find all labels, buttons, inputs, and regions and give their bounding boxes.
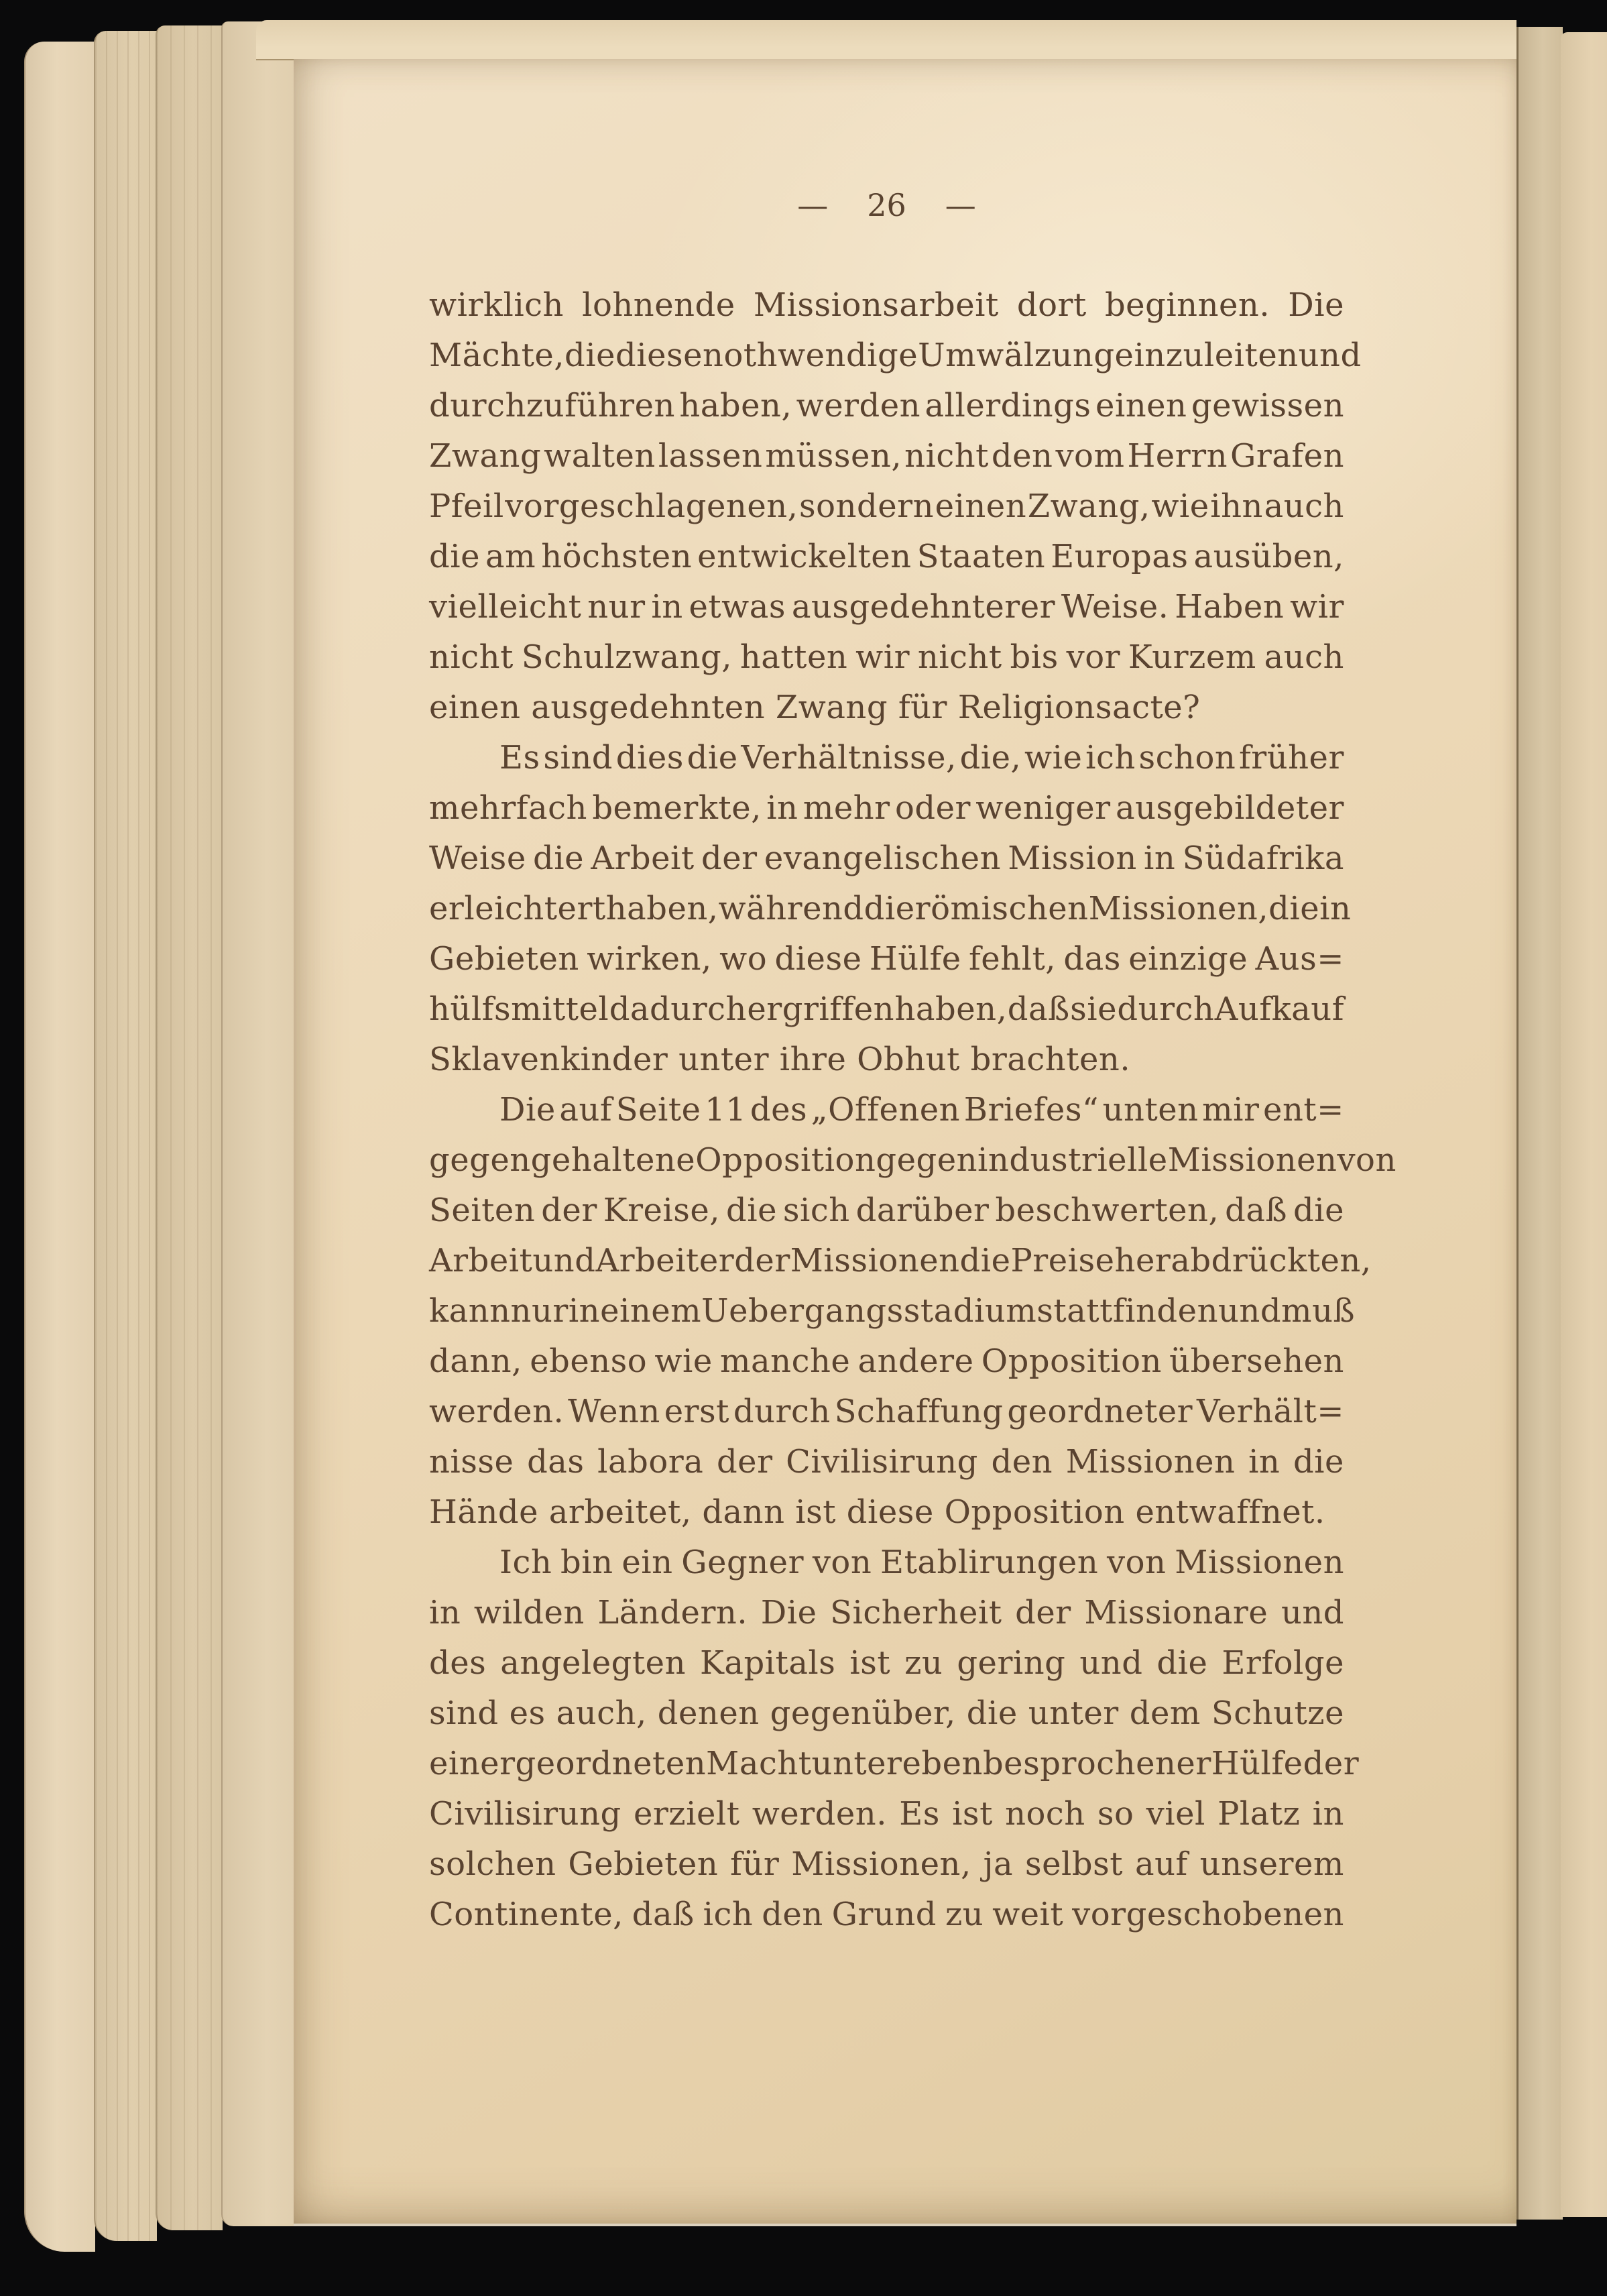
text-line: einen ausgedehnten Zwang für Religionsacte? <box>429 689 1201 726</box>
text-line: nicht Schulzwang, hatten wir nicht bis vor Kurzem auch <box>429 638 1344 676</box>
paragraph <box>429 1085 1396 1538</box>
page-number: 26 <box>867 187 906 223</box>
header-dash-left: — <box>797 187 829 223</box>
text-line: in wilden Ländern. Die Sicherheit der Missionare und <box>429 1594 1344 1631</box>
paragraph <box>429 733 1352 1085</box>
text-block <box>429 280 1396 1940</box>
text-line: erleichtert haben, während die römischen Missionen, die in <box>429 890 1352 927</box>
text-line: die am höchsten entwickelten Staaten Europas ausüben, <box>429 538 1344 575</box>
text-line: gegengehaltene Opposition gegen industrielle Missionen von <box>429 1141 1396 1179</box>
text-line: sind es auch, denen gegenüber, die unter dem Schutze <box>429 1695 1344 1732</box>
text-line: einer geordneten Macht unter eben besprochener Hülfe der <box>429 1745 1360 1782</box>
paragraph <box>429 280 1362 733</box>
binding-gutter <box>1516 27 1563 2220</box>
text-line: wirklich lohnende Missionsarbeit dort beginnen. Die <box>429 286 1344 324</box>
text-line: durchzuführen haben, werden allerdings einen gewissen <box>429 387 1344 424</box>
text-line: Gebieten wirken, wo diese Hülfe fehlt, das einzige Aus= <box>429 940 1344 978</box>
text-line: des angelegten Kapitals ist zu gering und die Erfolge <box>429 1644 1344 1682</box>
text-line: Hände arbeitet, dann ist diese Opposition entwaffnet. <box>429 1493 1325 1531</box>
header-dash-right: — <box>945 187 976 223</box>
text-line: werden. Wenn erst durch Schaffung geordneter Verhält= <box>429 1393 1344 1430</box>
text-line: Mächte, die diese nothwendige Umwälzung einzuleiten und <box>429 337 1362 374</box>
text-line: Es sind dies die Verhältnisse, die, wie ich schon früher <box>499 739 1344 777</box>
page-header <box>429 188 1344 223</box>
text-line: Zwang walten lassen müssen, nicht den vom Herrn Grafen <box>429 437 1344 475</box>
top-page-edge <box>256 20 1516 60</box>
page-edge-strip <box>94 31 157 2241</box>
text-line: Civilisirung erzielt werden. Es ist noch so viel Platz in <box>429 1795 1344 1833</box>
text-line: Arbeit und Arbeiter der Missionen die Preise herabdrückten, <box>429 1242 1372 1279</box>
text-line: hülfsmittel dadurch ergriffen haben, daß sie durch Aufkauf <box>429 990 1344 1028</box>
text-line: Seiten der Kreise, die sich darüber beschwerten, daß die <box>429 1192 1344 1229</box>
text-line: Continente, daß ich den Grund zu weit vorgeschobenen <box>429 1896 1344 1933</box>
page-edge-strip-inner <box>221 21 296 2226</box>
text-line: kann nur in einem Uebergangsstadium stattfinden und muß <box>429 1292 1356 1330</box>
page-edge-strip <box>156 25 223 2230</box>
text-line: solchen Gebieten für Missionen, ja selbst auf unserem <box>429 1845 1344 1883</box>
text-line: Pfeil vorgeschlagenen, sondern einen Zwang, wie ihn auch <box>429 487 1344 525</box>
text-line: vielleicht nur in etwas ausgedehnterer Weise. Haben wir <box>429 588 1344 626</box>
text-line: Ich bin ein Gegner von Etablirungen von Missionen <box>499 1544 1344 1581</box>
page-edge-strip-outer <box>24 42 95 2252</box>
text-line: dann, ebenso wie manche andere Opposition übersehen <box>429 1342 1344 1380</box>
text-line: nisse das labora der Civilisirung den Missionen in die <box>429 1443 1344 1481</box>
text-line: Die auf Seite 11 des „Offenen Briefes“ unten mir ent= <box>499 1091 1344 1129</box>
facing-page-edge <box>1561 32 1607 2217</box>
text-line: Weise die Arbeit der evangelischen Mission in Südafrika <box>429 840 1344 877</box>
paragraph <box>429 1538 1360 1940</box>
book-page <box>294 59 1516 2226</box>
text-line: Sklavenkinder unter ihre Obhut brachten. <box>429 1041 1131 1078</box>
text-line: mehrfach bemerkte, in mehr oder weniger ausgebildeter <box>429 789 1344 827</box>
